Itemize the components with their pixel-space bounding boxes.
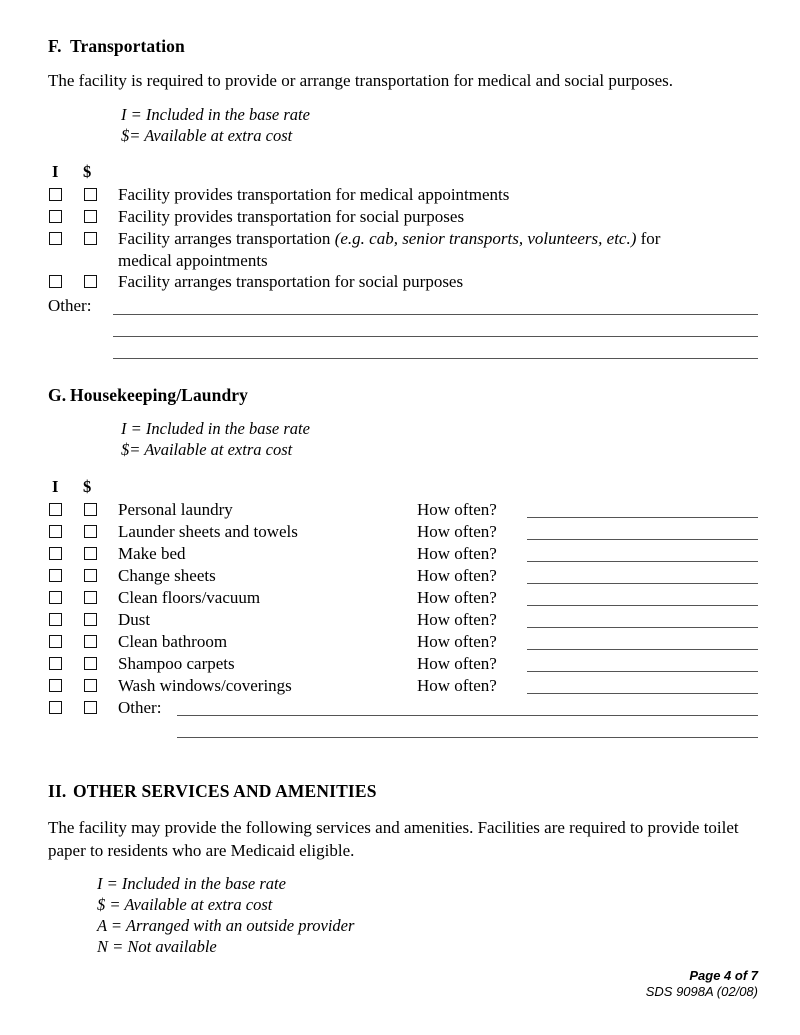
how-often-write-in-line[interactable] <box>527 627 758 628</box>
checkbox-extra-cost[interactable] <box>84 210 97 223</box>
checkbox-extra-cost[interactable] <box>84 613 97 626</box>
table-row <box>48 609 760 631</box>
checkbox-label: Facility provides transportation for social purposes <box>118 207 465 227</box>
checkbox-extra-cost[interactable] <box>84 503 97 516</box>
checkbox-label-continuation: medical appointments <box>118 250 268 270</box>
how-often-label: How often? <box>417 587 497 607</box>
checkbox-row <box>48 271 760 293</box>
checkbox-included[interactable] <box>49 613 62 626</box>
page-content <box>48 36 760 973</box>
transportation-intro: The facility is required to provide or arrange transportation for medical and social purposes. <box>48 71 674 91</box>
service-label: Personal laundry <box>118 499 233 519</box>
other-services-intro: The facility may provide the following services and amenities. Facilities are required to provide toilet paper to residents who are Medicaid eligible. <box>48 818 739 860</box>
table-row <box>48 565 760 587</box>
how-often-write-in-line[interactable] <box>527 517 758 518</box>
legend-line-not-available: N = Not available <box>97 936 217 956</box>
checkbox-label: Facility provides transportation for medical appointments <box>118 185 510 205</box>
transportation-other-field <box>48 295 760 361</box>
other-write-in-line[interactable] <box>177 737 758 738</box>
housekeeping-other-field <box>48 697 760 743</box>
section-heading-housekeeping <box>48 385 760 405</box>
other-write-in-line[interactable] <box>113 314 758 315</box>
how-often-label: How often? <box>417 499 497 519</box>
how-often-write-in-line[interactable] <box>527 693 758 694</box>
checkbox-extra-cost[interactable] <box>84 525 97 538</box>
transportation-legend <box>48 105 760 147</box>
checkbox-included[interactable] <box>49 210 62 223</box>
legend-line-included: I = Included in the base rate <box>121 104 310 124</box>
checkbox-extra-cost[interactable] <box>84 679 97 692</box>
how-often-label: How often? <box>417 631 497 651</box>
how-often-write-in-line[interactable] <box>527 605 758 606</box>
table-row <box>48 499 760 521</box>
checkbox-label: Facility arranges transportation for social purposes <box>118 272 464 292</box>
how-often-label: How often? <box>417 543 497 563</box>
other-label: Other: <box>48 296 92 316</box>
checkbox-included[interactable] <box>49 188 62 201</box>
legend-line-extra-cost: $= Available at extra cost <box>121 125 293 145</box>
legend-line-arranged: A = Arranged with an outside provider <box>97 915 355 935</box>
service-label: Clean bathroom <box>118 631 228 651</box>
service-label: Launder sheets and towels <box>118 521 298 541</box>
table-row <box>48 543 760 565</box>
service-label: Shampoo carpets <box>118 653 235 673</box>
legend-line-included: I = Included in the base rate <box>97 874 286 894</box>
how-often-write-in-line[interactable] <box>527 561 758 562</box>
table-row <box>48 675 760 697</box>
checkbox-extra-cost[interactable] <box>84 569 97 582</box>
other-services-legend <box>48 874 760 957</box>
checkbox-included[interactable] <box>49 635 62 648</box>
checkbox-included[interactable] <box>49 547 62 560</box>
checkbox-extra-cost[interactable] <box>84 591 97 604</box>
checkbox-extra-cost[interactable] <box>84 232 97 245</box>
legend-line-included: I = Included in the base rate <box>121 419 310 439</box>
checkbox-included[interactable] <box>49 232 62 245</box>
housekeeping-legend <box>48 419 760 461</box>
how-often-label: How often? <box>417 521 497 541</box>
checkbox-extra-cost[interactable] <box>84 701 97 714</box>
checkbox-extra-cost[interactable] <box>84 657 97 670</box>
section-letter-g: G. <box>48 385 67 406</box>
service-label: Wash windows/coverings <box>118 675 292 695</box>
housekeeping-checkbox-list <box>48 499 760 743</box>
checkbox-label <box>118 228 760 250</box>
checkbox-included[interactable] <box>49 569 62 582</box>
checkbox-included[interactable] <box>49 525 62 538</box>
checkbox-row <box>48 228 760 271</box>
service-label: Clean floors/vacuum <box>118 587 261 607</box>
page-footer <box>646 968 758 1001</box>
table-row <box>48 521 760 543</box>
column-header-included: I <box>52 162 59 182</box>
checkbox-row <box>48 184 760 206</box>
checkbox-included[interactable] <box>49 503 62 516</box>
how-often-write-in-line[interactable] <box>527 539 758 540</box>
checkbox-row <box>48 206 760 228</box>
checkbox-label-examples: (e.g. cab, senior transports, volunteers, etc.) <box>334 229 637 249</box>
service-label: Make bed <box>118 543 186 563</box>
column-header-included: I <box>52 476 59 496</box>
checkbox-extra-cost[interactable] <box>84 188 97 201</box>
column-header-extra-cost: $ <box>83 476 92 496</box>
transportation-checkbox-list <box>48 184 760 293</box>
spacer <box>48 767 760 781</box>
other-write-in-line[interactable] <box>177 715 758 716</box>
checkbox-extra-cost[interactable] <box>84 275 97 288</box>
how-often-write-in-line[interactable] <box>527 649 758 650</box>
table-row <box>48 587 760 609</box>
legend-line-extra-cost: $ = Available at extra cost <box>97 895 273 915</box>
how-often-write-in-line[interactable] <box>527 671 758 672</box>
checkbox-included[interactable] <box>49 657 62 670</box>
table-row <box>48 631 760 653</box>
other-write-in-line[interactable] <box>113 336 758 337</box>
checkbox-extra-cost[interactable] <box>84 547 97 560</box>
spacer <box>48 743 760 767</box>
other-label: Other: <box>118 697 162 717</box>
how-often-label: How often? <box>417 565 497 585</box>
section-title-other-services: OTHER SERVICES AND AMENITIES <box>73 780 377 801</box>
checkbox-included[interactable] <box>49 701 62 714</box>
how-often-label: How often? <box>417 675 497 695</box>
page-number: Page 4 of 7 <box>689 967 758 983</box>
service-label: Dust <box>118 609 151 629</box>
checkbox-included[interactable] <box>49 679 62 692</box>
spacer <box>48 361 760 385</box>
how-often-label: How often? <box>417 609 497 629</box>
checkbox-extra-cost[interactable] <box>84 635 97 648</box>
checkbox-label-post: for <box>636 229 661 249</box>
section-heading-transportation <box>48 36 760 56</box>
table-row <box>48 653 760 675</box>
section-numeral-ii: II. <box>48 780 67 801</box>
section-heading-other-services <box>48 781 760 801</box>
checkbox-included[interactable] <box>49 591 62 604</box>
section-title-transportation: Transportation <box>70 36 185 56</box>
housekeeping-column-headers <box>48 477 760 497</box>
transportation-column-headers <box>48 162 760 182</box>
checkbox-label-pre: Facility arranges transportation <box>118 229 335 249</box>
form-identifier: SDS 9098A (02/08) <box>645 984 758 1000</box>
column-header-extra-cost: $ <box>83 162 92 182</box>
section-title-housekeeping: Housekeeping/Laundry <box>70 385 249 406</box>
how-often-write-in-line[interactable] <box>527 583 758 584</box>
other-write-in-line[interactable] <box>113 358 758 359</box>
checkbox-included[interactable] <box>49 275 62 288</box>
legend-line-extra-cost: $= Available at extra cost <box>121 440 293 460</box>
section-letter-f: F. <box>48 36 62 56</box>
how-often-label: How often? <box>417 653 497 673</box>
service-label: Change sheets <box>118 565 216 585</box>
